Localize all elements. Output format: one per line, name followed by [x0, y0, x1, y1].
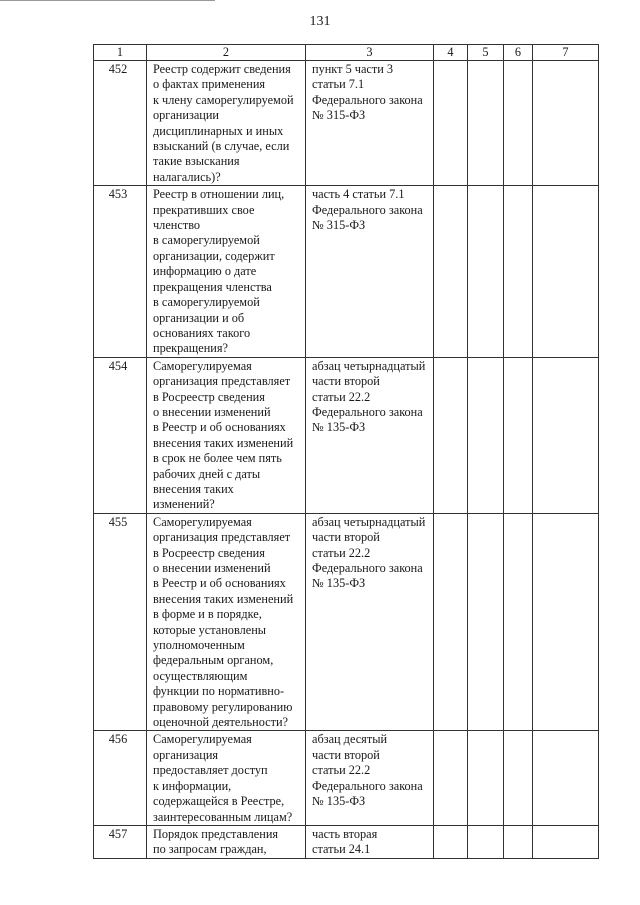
table-row	[94, 513, 599, 731]
empty-cell-7	[533, 513, 599, 731]
row-number: 453	[94, 186, 147, 357]
scan-edge-line	[0, 0, 215, 1]
table-row	[94, 186, 599, 357]
empty-cell-6	[504, 513, 533, 731]
table-row	[94, 731, 599, 825]
empty-cell-5	[468, 186, 504, 357]
empty-cell-4	[434, 513, 468, 731]
empty-cell-5	[468, 357, 504, 513]
legal-reference-cell: абзац четырнадцатый части второй статьи 22.2 Федерального закона № 135-ФЗ	[306, 357, 434, 513]
row-number: 457	[94, 825, 147, 858]
question-cell: Порядок представления по запросам граждан,	[147, 825, 306, 858]
table-row	[94, 357, 599, 513]
empty-cell-4	[434, 186, 468, 357]
empty-cell-6	[504, 731, 533, 825]
column-header: 7	[533, 45, 599, 61]
row-number: 454	[94, 357, 147, 513]
empty-cell-5	[468, 513, 504, 731]
empty-cell-7	[533, 357, 599, 513]
question-cell: Саморегулируемая организация предоставляет доступ к информации, содержащейся в Реестре, заинтересованным лицам?	[147, 731, 306, 825]
empty-cell-7	[533, 825, 599, 858]
empty-cell-4	[434, 731, 468, 825]
column-header: 6	[504, 45, 533, 61]
column-header: 5	[468, 45, 504, 61]
empty-cell-7	[533, 731, 599, 825]
empty-cell-6	[504, 357, 533, 513]
empty-cell-5	[468, 825, 504, 858]
empty-cell-6	[504, 825, 533, 858]
legal-reference-cell: абзац десятый части второй статьи 22.2 Федерального закона № 135-ФЗ	[306, 731, 434, 825]
column-header: 2	[147, 45, 306, 61]
empty-cell-4	[434, 825, 468, 858]
legal-reference-cell: абзац четырнадцатый части второй статьи 22.2 Федерального закона № 135-ФЗ	[306, 513, 434, 731]
column-header: 3	[306, 45, 434, 61]
row-number: 452	[94, 61, 147, 186]
question-cell: Реестр в отношении лиц, прекративших свое членство в саморегулируемой организации, содержит информацию о дате прекращения членства в саморегулируемой организации и об основаниях такого прекращения?	[147, 186, 306, 357]
page-number: 131	[309, 14, 331, 29]
empty-cell-4	[434, 61, 468, 186]
table-row	[94, 61, 599, 186]
row-number: 456	[94, 731, 147, 825]
header-row	[94, 45, 599, 61]
question-cell: Саморегулируемая организация представляет в Росреестр сведения о внесении изменений в Реестр и об основаниях внесения таких изменений в форме и в порядке, которые установлены уполномоченным федеральным органом, осуществляющим функции по нормативно- правовому регулированию оценочной деятельности?	[147, 513, 306, 731]
empty-cell-6	[504, 186, 533, 357]
legal-reference-cell: часть 4 статьи 7.1 Федерального закона № 315-ФЗ	[306, 186, 434, 357]
empty-cell-5	[468, 61, 504, 186]
question-cell: Саморегулируемая организация представляет в Росреестр сведения о внесении изменений в Реестр и об основаниях внесения таких изменений в срок не более чем пять рабочих дней с даты внесения таких изменений?	[147, 357, 306, 513]
empty-cell-7	[533, 61, 599, 186]
column-header: 1	[94, 45, 147, 61]
column-header: 4	[434, 45, 468, 61]
empty-cell-7	[533, 186, 599, 357]
row-number: 455	[94, 513, 147, 731]
table-row	[94, 825, 599, 858]
legal-reference-cell: пункт 5 части 3 статьи 7.1 Федерального закона № 315-ФЗ	[306, 61, 434, 186]
empty-cell-6	[504, 61, 533, 186]
empty-cell-4	[434, 357, 468, 513]
checklist-table	[93, 44, 599, 859]
legal-reference-cell: часть вторая статьи 24.1	[306, 825, 434, 858]
question-cell: Реестр содержит сведения о фактах применения к члену саморегулируемой организации дисциплинарных и иных взысканий (в случае, если такие взыскания налагались)?	[147, 61, 306, 186]
empty-cell-5	[468, 731, 504, 825]
